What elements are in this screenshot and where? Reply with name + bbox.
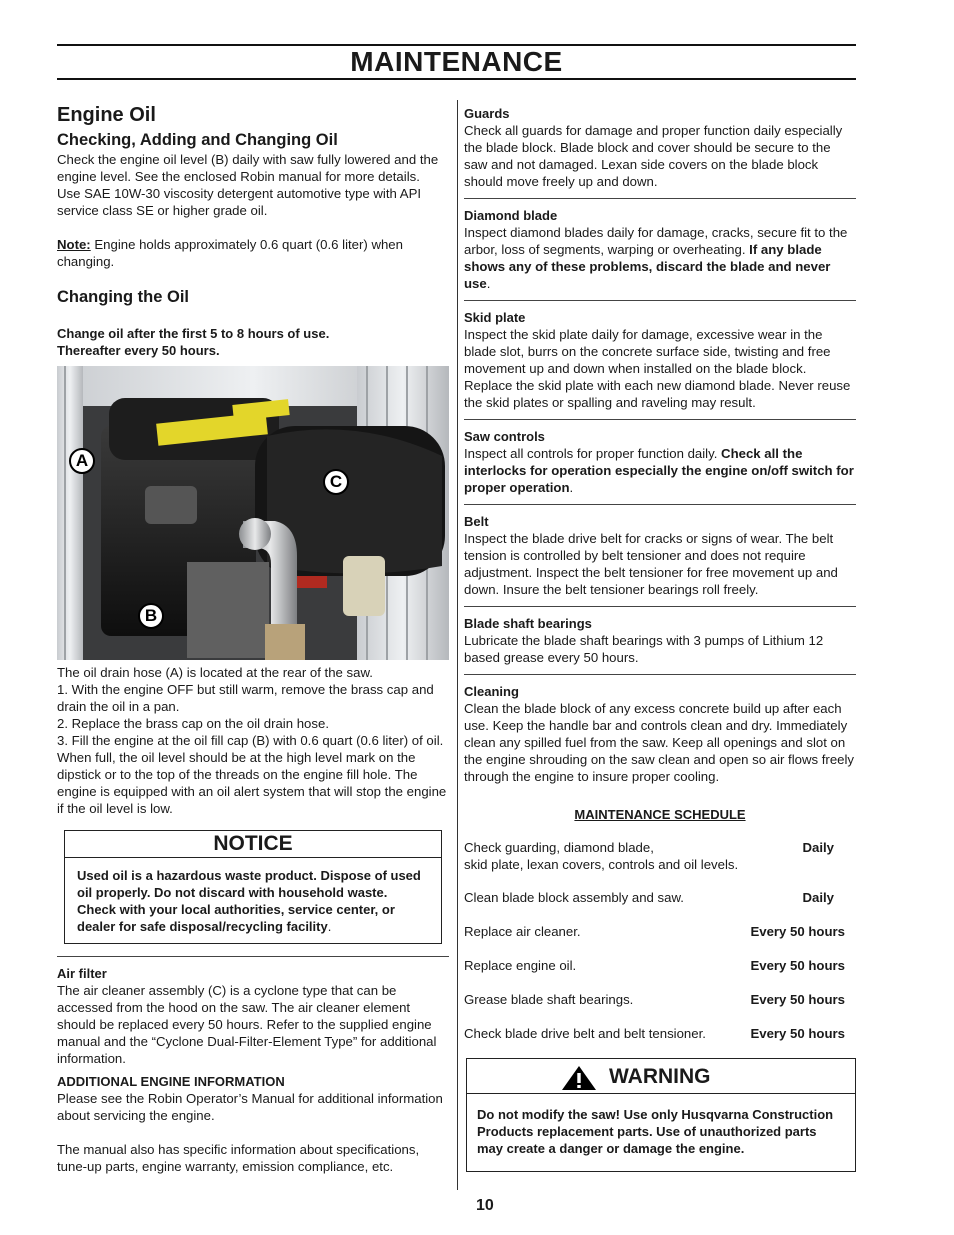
schedule-frequency: Daily xyxy=(802,840,834,855)
schedule-task: Clean blade block assembly and saw. xyxy=(464,890,684,905)
schedule-row xyxy=(464,1025,856,1059)
diamond-blade-label: Diamond blade xyxy=(464,208,558,223)
note-label: Note: xyxy=(57,237,91,252)
schedule-task xyxy=(464,839,794,873)
skid-plate-text: Inspect the skid plate daily for damage, excessive wear in the blade slot, burrs on the concrete surface side, twisting and free movement up and down when installed on the blade block. Replace the skid plate with each new diamond blade. Never reuse the skid plates or spalling and raveling may result. xyxy=(464,327,851,410)
notice-period: . xyxy=(327,919,332,934)
schedule-task-line1: Check guarding, diamond blade, xyxy=(464,840,654,855)
warning-header xyxy=(467,1059,855,1094)
cleaning-section xyxy=(464,683,856,793)
cleaning-label: Cleaning xyxy=(464,684,519,699)
additional-info-text: Please see the Robin Operator’s Manual for additional information about servicing the engine. xyxy=(57,1091,443,1123)
diamond-blade-section xyxy=(464,207,856,301)
column-divider xyxy=(457,100,458,1190)
schedule-title: MAINTENANCE SCHEDULE xyxy=(574,807,746,822)
air-filter-label: Air filter xyxy=(57,966,107,981)
schedule-frequency: Daily xyxy=(802,890,834,905)
saw-controls-text xyxy=(464,445,856,496)
additional-info-label: ADDITIONAL ENGINE INFORMATION xyxy=(57,1074,285,1089)
warning-heading: WARNING xyxy=(609,1065,711,1088)
page-title: MAINTENANCE xyxy=(350,46,563,77)
step-2: 2. Replace the brass cap on the oil drain hose. xyxy=(57,716,329,731)
left-column xyxy=(57,103,449,1175)
saw-controls-label: Saw controls xyxy=(464,429,545,444)
checking-subheading: Checking, Adding and Changing Oil xyxy=(57,131,338,149)
belt-text: Inspect the blade drive belt for cracks or signs of wear. The belt tension is controlled by belt tensioner and does not require adjustment. Inspect the belt tensioner for free movement up and down. Insure the belt tensioner bearings roll freely. xyxy=(464,531,838,597)
notice-box xyxy=(64,830,442,944)
bearings-label: Blade shaft bearings xyxy=(464,616,592,631)
notice-text: Used oil is a hazardous waste product. Dispose of used oil properly. Do not discard with household waste. Check with your local authorities, service center, or dealer for safe disposal/recycling facility xyxy=(77,868,421,934)
cleaning-text: Clean the blade block of any excess concrete build up after each use. Keep the handle bar and controls clean and dry. Immediately clean any spilled fuel from the saw. Keep all openings and slot on the engine shrouding on the saw clean and open so air flows freely through the engine to insure proper cooling. xyxy=(464,701,855,784)
check-level-text: Check the engine oil level (B) daily with saw fully lowered and the engine level. See the enclosed Robin manual for more details. xyxy=(57,152,439,184)
guards-section xyxy=(464,105,856,199)
schedule-frequency: Every 50 hours xyxy=(750,958,845,973)
schedule-task: Grease blade shaft bearings. xyxy=(464,992,634,1007)
saw-controls-warning: Check all the interlocks for operation especially the engine on/off switch for proper operation xyxy=(464,446,854,495)
notice-heading: NOTICE xyxy=(65,831,441,858)
warning-body: Do not modify the saw! Use only Husqvarna Construction Products replacement parts. Use of unauthorized parts may create a danger or damage the engine. xyxy=(477,1107,834,1156)
oil-type-text: Use SAE 10W-30 viscosity detergent automotive type with API service class SE or higher grade oil. xyxy=(57,186,422,218)
guards-text: Check all guards for damage and proper function daily especially the blade block. Blade block and cover should be secure to the saw and not damaged. Lexan side covers on the blade block should move freely up and down. xyxy=(464,123,843,189)
change-interval-1: Change oil after the first 5 to 8 hours of use. xyxy=(57,326,330,341)
schedule-task: Check blade drive belt and belt tensioner. xyxy=(464,1026,706,1041)
title-underline xyxy=(57,78,856,80)
manual-info-text: The manual also has specific information about specifications, tune-up parts, engine warranty, emission compliance, etc. xyxy=(57,1142,420,1174)
step-3: 3. Fill the engine at the oil fill cap (B) with 0.6 quart (0.6 liter) of oil. When full, the oil level should be at the high level mark on the dipstick or to the top of the threads on the engine fill hole. The engine is equipped with an oil alert system that will stop the engine if the oil level is low. xyxy=(57,733,447,816)
separator xyxy=(57,956,449,957)
skid-plate-section xyxy=(464,309,856,420)
engine-oil-heading: Engine Oil xyxy=(57,104,156,126)
saw-controls-period: . xyxy=(569,480,574,495)
note-text: Engine holds approximately 0.6 quart (0.6 liter) when changing. xyxy=(57,237,403,269)
change-interval-2: Thereafter every 50 hours. xyxy=(57,343,220,358)
bearings-text: Lubricate the blade shaft bearings with 3 pumps of Lithium 12 based grease every 50 hours. xyxy=(464,633,824,665)
right-column xyxy=(464,105,856,1059)
schedule-row xyxy=(464,839,856,889)
belt-label: Belt xyxy=(464,514,489,529)
diamond-blade-plain: Inspect diamond blades daily for damage, cracks, secure fit to the arbor, loss of segments, warping or overheating. xyxy=(464,225,848,257)
callout-b: B xyxy=(138,603,164,629)
warning-box xyxy=(466,1058,856,1172)
schedule-row xyxy=(464,889,856,923)
drain-hose-text: The oil drain hose (A) is located at the rear of the saw. xyxy=(57,665,373,680)
step-1: 1. With the engine OFF but still warm, remove the brass cap and drain the oil in a pan. xyxy=(57,682,434,714)
guards-label: Guards xyxy=(464,106,510,121)
changing-subheading: Changing the Oil xyxy=(57,288,189,306)
notice-body xyxy=(65,858,441,943)
air-filter-text: The air cleaner assembly (C) is a cyclone type that can be accessed from the hood on the saw. The air cleaner element should be replaced every 50 hours. Refer to the supplied engine manual and the “Cyclone Dual-Filter-Element Type” for additional information. xyxy=(57,983,437,1066)
schedule-frequency: Every 50 hours xyxy=(750,992,845,1007)
belt-section xyxy=(464,513,856,607)
schedule-task-line2: skid plate, lexan covers, controls and oil levels. xyxy=(464,857,739,872)
schedule-task: Replace air cleaner. xyxy=(464,924,581,939)
callout-c: C xyxy=(323,469,349,495)
callout-a: A xyxy=(69,448,95,474)
engine-photo xyxy=(57,366,449,660)
engine-illustration xyxy=(57,366,449,660)
bearings-section xyxy=(464,615,856,675)
saw-controls-plain: Inspect all controls for proper function daily. xyxy=(464,446,722,461)
diamond-blade-text xyxy=(464,224,856,292)
page-number: 10 xyxy=(476,1197,494,1214)
diamond-blade-period: . xyxy=(486,276,491,291)
diamond-blade-warning: If any blade shows any of these problems, discard the blade and never use xyxy=(464,242,831,291)
saw-controls-section xyxy=(464,428,856,505)
skid-plate-label: Skid plate xyxy=(464,310,526,325)
schedule-frequency: Every 50 hours xyxy=(750,1026,845,1041)
warning-icon xyxy=(561,1065,597,1091)
schedule-frequency: Every 50 hours xyxy=(750,924,845,939)
schedule-row xyxy=(464,923,856,957)
schedule-row xyxy=(464,957,856,991)
schedule-task: Replace engine oil. xyxy=(464,958,577,973)
schedule-row xyxy=(464,991,856,1025)
note-paragraph xyxy=(57,236,449,270)
